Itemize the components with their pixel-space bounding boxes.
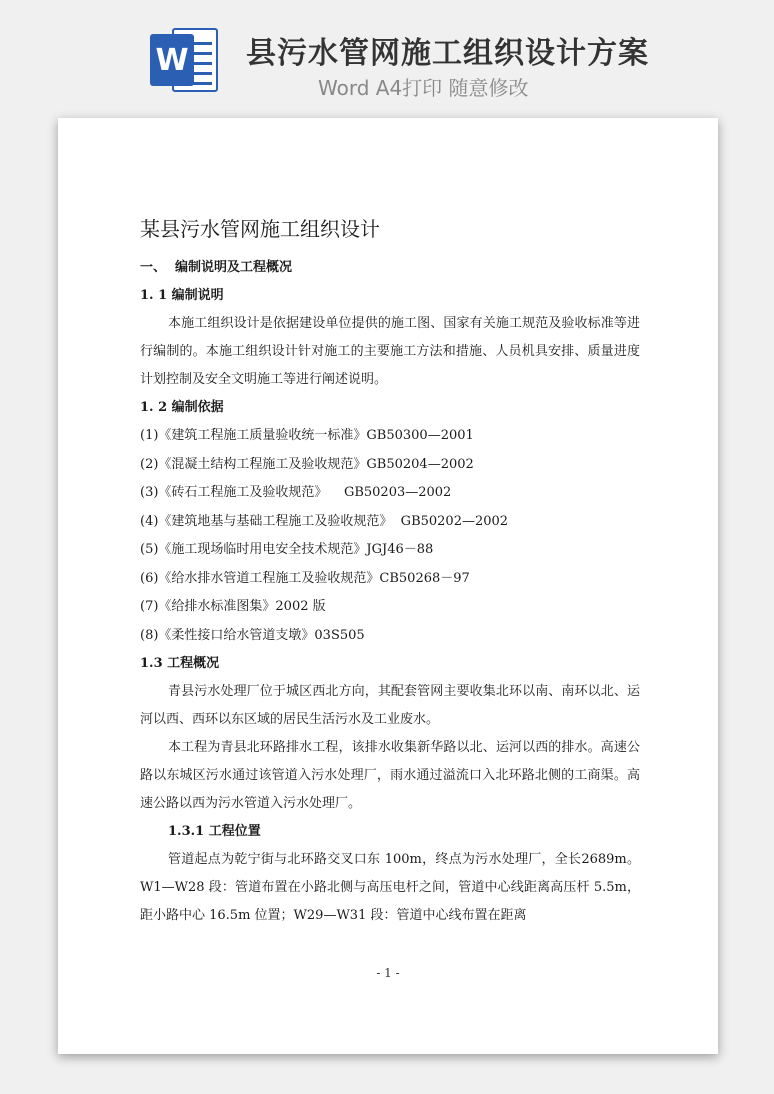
reference-item: (1)《建筑工程施工质量验收统一标准》GB50300—2001 bbox=[140, 428, 474, 443]
page-number: - 1 - bbox=[376, 966, 400, 980]
paragraph-1-3-b: 本工程为青县北环路排水工程，该排水收集新华路以北、运河以西的排水。高速公路以东城区污水通过该管道入污水处理厂，雨水通过溢流口入北环路北侧的工商渠。高速公路以西为污水管道入污水处理厂。 bbox=[140, 740, 640, 811]
section-heading-1-3: 1.3 工程概况 bbox=[140, 656, 220, 671]
reference-item: (6)《给水排水管道工程施工及验收规范》CB50268－97 bbox=[140, 570, 470, 586]
reference-item: (3)《砖石工程施工及验收规范》 GB50203—2002 bbox=[140, 485, 452, 500]
word-icon-letter: W bbox=[150, 34, 194, 86]
banner-subtitle: Word A4打印 随意修改 bbox=[318, 76, 529, 100]
document-content bbox=[140, 214, 640, 930]
reference-item: (2)《混凝土结构工程施工及验收规范》GB50204—2002 bbox=[140, 456, 474, 472]
paragraph-1-1: 本施工组织设计是依据建设单位提供的施工图、国家有关施工规范及验收标准等进行编制的。本施工组织设计针对施工的主要施工方法和措施、人员机具安排、质量进度计划控制及安全文明施工等进行阐述说明。 bbox=[140, 316, 640, 387]
word-icon bbox=[150, 24, 220, 96]
document-page bbox=[58, 118, 718, 1054]
document-title: 某县污水管网施工组织设计 bbox=[140, 217, 380, 241]
section-heading-1-1: 1. 1 编制说明 bbox=[140, 288, 224, 303]
reference-item: (5)《施工现场临时用电安全技术规范》JGJ46－88 bbox=[140, 542, 434, 557]
section-heading-1-2: 1. 2 编制依据 bbox=[140, 400, 224, 415]
section-heading-1-3-1: 1.3.1 工程位置 bbox=[168, 824, 261, 839]
banner bbox=[0, 0, 774, 118]
banner-title: 县污水管网施工组织设计方案 bbox=[246, 36, 649, 71]
reference-item: (7)《给排水标准图集》2002 版 bbox=[140, 599, 326, 614]
reference-item: (4)《建筑地基与基础工程施工及验收规范》 GB50202—2002 bbox=[140, 513, 509, 529]
section-heading-1: 一、 编制说明及工程概况 bbox=[140, 260, 293, 275]
reference-item: (8)《柔性接口给水管道支墩》03S505 bbox=[140, 627, 365, 643]
paragraph-1-3-1: 管道起点为乾宁街与北环路交叉口东 100m，终点为污水处理厂，全长2689m。W1—W28 段：管道布置在小路北侧与高压电杆之间，管道中心线距离高压杆 5.5m，距小路中心 16.5m 位置；W29—W31 段：管道中心线布置在距离 bbox=[140, 852, 640, 923]
paragraph-1-3-a: 青县污水处理厂位于城区西北方向，其配套管网主要收集北环以南、南环以北、运河以西、西环以东区域的居民生活污水及工业废水。 bbox=[140, 684, 640, 727]
